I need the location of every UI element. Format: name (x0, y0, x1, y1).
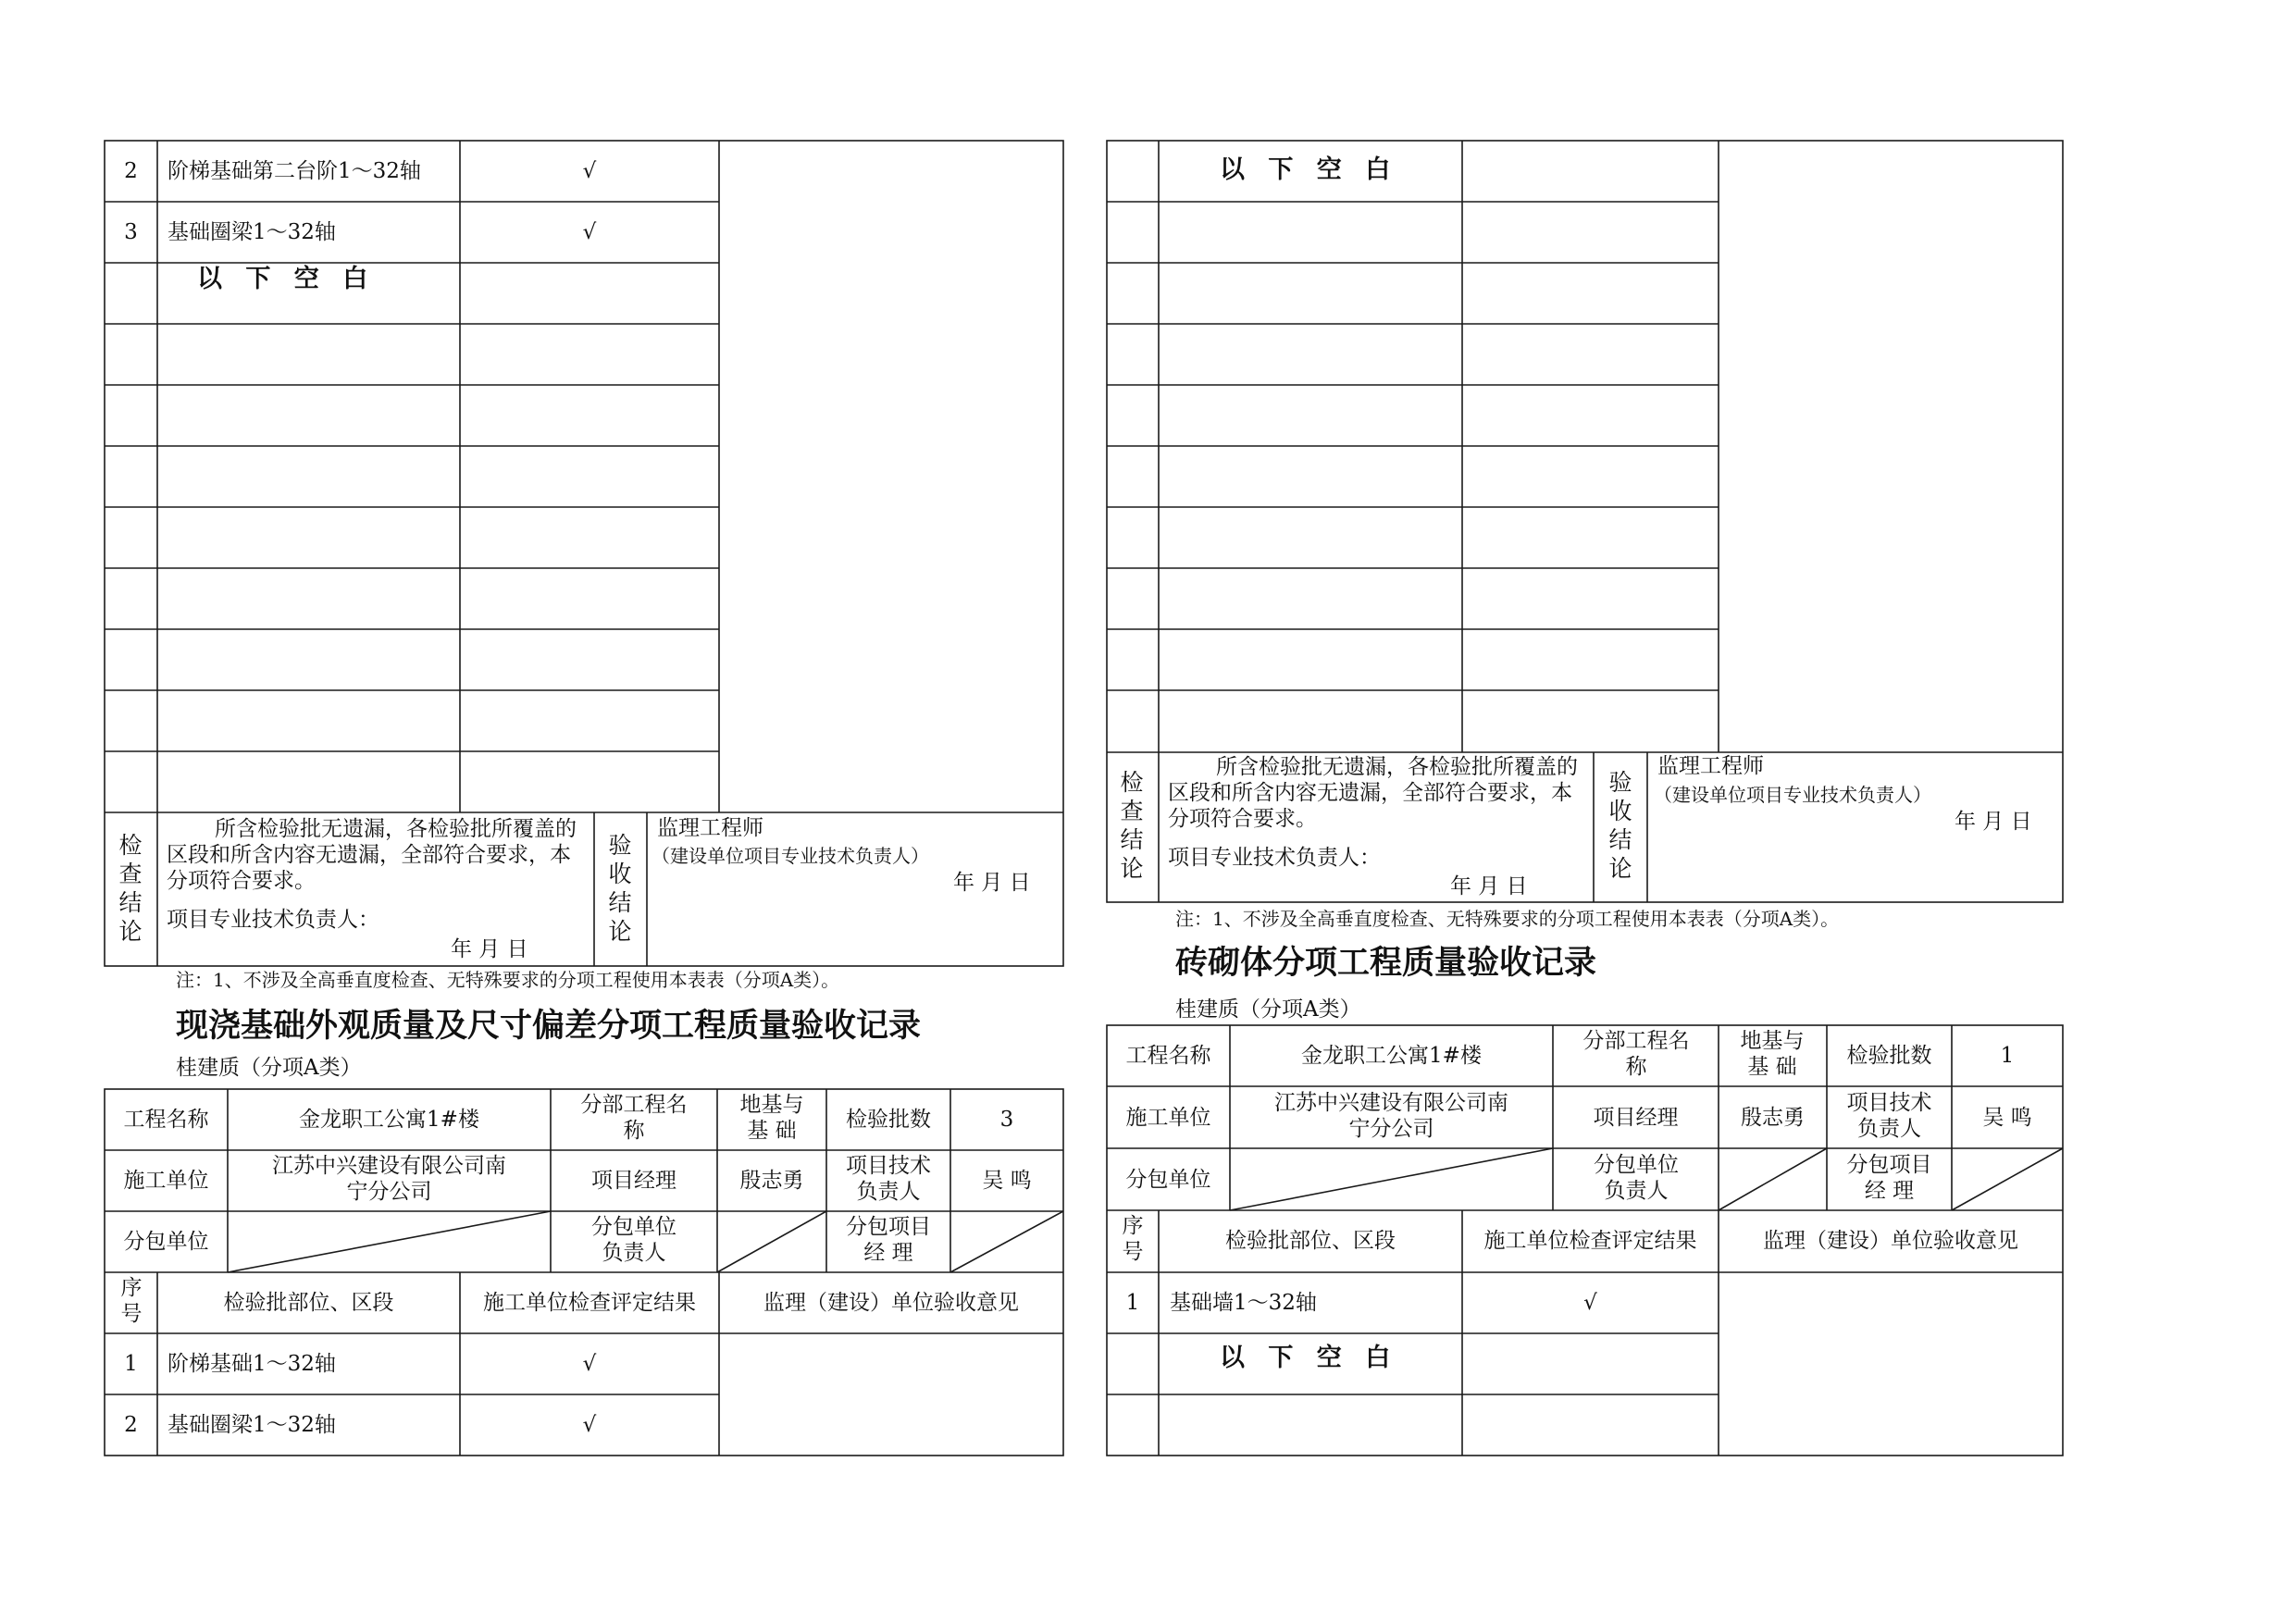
project-manager-label: 项目经理 (1593, 1106, 1679, 1130)
panel-3-grid (105, 1089, 1063, 1456)
row-number: 1 (1125, 1291, 1140, 1315)
column-header-opinion: 监理（建设）单位验收意见 (763, 1291, 1019, 1315)
check-conclusion-text: 所含检验批无遗漏，各检验批所覆盖的区段和所含内容无遗漏，全部符合要求，本分项符合要求。 (1168, 755, 1578, 831)
subcontractor-label: 分包单位 (123, 1230, 209, 1254)
batch-count-label: 检验批数 (1846, 1044, 1932, 1068)
sub-pm-label: 分包项目经 理 (1846, 1153, 1932, 1203)
tech-lead-value: 吴 鸣 (1982, 1106, 2032, 1130)
blank-below-marker: 以 下 空 白 (197, 265, 376, 293)
project-name-label: 工程名称 (123, 1108, 209, 1132)
batch-count-label: 检验批数 (846, 1108, 931, 1132)
project-name-value: 金龙职工公寓1#楼 (299, 1108, 479, 1132)
row-number: 1 (124, 1352, 138, 1376)
subcontractor-label: 分包单位 (1125, 1168, 1211, 1192)
tech-lead-value: 吴 鸣 (982, 1169, 1032, 1193)
row-result: √ (582, 220, 597, 244)
batch-count-value: 1 (2000, 1044, 2015, 1068)
sub-project-value: 地基与基 础 (1740, 1029, 1805, 1079)
check-conclusion-text: 所含检验批无遗漏，各检验批所覆盖的区段和所含内容无遗漏，全部符合要求，本分项符合要求。 (167, 817, 577, 893)
row-location: 基础圈梁1～32轴 (168, 220, 336, 244)
row-result: √ (582, 1352, 597, 1376)
contractor-label: 施工单位 (123, 1169, 209, 1193)
form-title: 砖砌体分项工程质量验收记录 (1175, 945, 1597, 982)
acceptance-conclusion-label: 验收结论 (1608, 769, 1632, 882)
blank-below-marker: 以 下 空 白 (1220, 1344, 1398, 1372)
check-signatory-label: 项目专业技术负责人： (167, 908, 379, 932)
footnote: 注：1、不涉及全高垂直度检查、无特殊要求的分项工程使用本表表（分项A类）。 (176, 969, 840, 991)
check-conclusion-label: 检查结论 (118, 832, 143, 945)
footnote: 注：1、不涉及全高垂直度检查、无特殊要求的分项工程使用本表表（分项A类）。 (1175, 908, 1840, 930)
column-header-number: 序号 (120, 1276, 143, 1326)
project-manager-label: 项目经理 (591, 1169, 676, 1193)
acceptance-conclusion-label: 验收结论 (608, 832, 632, 945)
form-subtitle: 桂建质（分项A类） (176, 1056, 362, 1080)
project-name-value: 金龙职工公寓1#楼 (1301, 1044, 1482, 1068)
row-location: 阶梯基础第二台阶1～32轴 (168, 159, 421, 183)
row-location: 阶梯基础1～32轴 (168, 1352, 336, 1376)
tech-lead-label: 项目技术负责人 (846, 1154, 931, 1204)
owner-tech-lead-label: （建设单位项目专业技术负责人） (1654, 784, 1931, 806)
row-result: √ (582, 159, 597, 183)
row-result: √ (582, 1413, 597, 1437)
acceptance-date: 年 月 日 (953, 871, 1031, 895)
project-manager-value: 殷志勇 (739, 1169, 804, 1193)
sub-project-label: 分部工程名 称 (1582, 1029, 1690, 1079)
blank-below-marker: 以 下 空 白 (1220, 155, 1398, 184)
row-location: 基础墙1～32轴 (1170, 1291, 1317, 1315)
batch-count-value: 3 (999, 1108, 1014, 1132)
column-header-result: 施工单位检查评定结果 (1483, 1229, 1697, 1253)
supervising-engineer-label: 监理工程师 (1657, 754, 1764, 778)
column-header-location: 检验批部位、区段 (223, 1291, 394, 1315)
form-subtitle: 桂建质（分项A类） (1175, 997, 1361, 1022)
column-header-number: 序号 (1122, 1214, 1144, 1264)
form-title: 现浇基础外观质量及尺寸偏差分项工程质量验收记录 (176, 1008, 922, 1045)
sub-lead-label: 分包单位负责人 (1594, 1153, 1679, 1203)
contractor-value: 江苏中兴建设有限公司南宁分公司 (272, 1154, 506, 1204)
contractor-label: 施工单位 (1125, 1106, 1211, 1130)
sub-project-value: 地基与基 础 (739, 1093, 804, 1143)
acceptance-date: 年 月 日 (1955, 810, 2032, 834)
row-result: √ (1583, 1291, 1597, 1315)
sub-project-label: 分部工程名 称 (580, 1093, 688, 1143)
sub-lead-label: 分包单位负责人 (591, 1215, 676, 1265)
check-conclusion-label: 检查结论 (1120, 769, 1144, 882)
column-header-opinion: 监理（建设）单位验收意见 (1763, 1229, 2018, 1253)
supervising-engineer-label: 监理工程师 (657, 816, 763, 840)
owner-tech-lead-label: （建设单位项目专业技术负责人） (652, 845, 929, 867)
project-manager-value: 殷志勇 (1741, 1106, 1805, 1130)
column-header-result: 施工单位检查评定结果 (483, 1291, 696, 1315)
contractor-value: 江苏中兴建设有限公司南宁分公司 (1274, 1091, 1508, 1141)
sub-pm-label: 分包项目经 理 (846, 1215, 931, 1265)
row-location: 基础圈梁1～32轴 (168, 1413, 336, 1437)
check-date: 年 月 日 (451, 937, 528, 961)
row-number: 2 (124, 1413, 138, 1437)
row-number: 3 (124, 220, 138, 244)
check-date: 年 月 日 (1450, 874, 1528, 898)
project-name-label: 工程名称 (1125, 1044, 1211, 1068)
tech-lead-label: 项目技术负责人 (1846, 1091, 1932, 1141)
column-header-location: 检验批部位、区段 (1225, 1229, 1396, 1253)
check-signatory-label: 项目专业技术负责人： (1168, 846, 1381, 870)
row-number: 2 (124, 159, 138, 183)
